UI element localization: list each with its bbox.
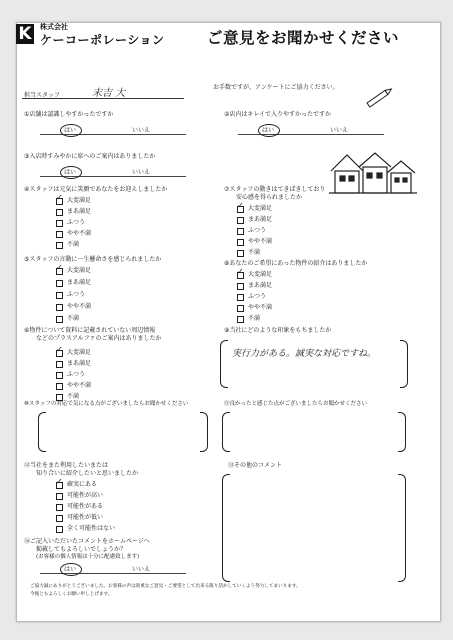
q4-option-3: やや不満 — [67, 230, 92, 237]
q6-option-1: まあ満足 — [67, 360, 92, 367]
q10-text: ⑩スタッフの対応で気になる点がございましたらお聞かせください — [24, 401, 189, 407]
company-type: 株式会社 — [40, 23, 68, 31]
q6-option-4: 不満 — [67, 393, 80, 400]
q8-option-2-checkbox[interactable] — [237, 294, 244, 301]
q13-bracket-right — [398, 474, 406, 582]
q12-option-1: 可能性が高い — [67, 492, 104, 499]
q8-option-0: 大変満足 — [248, 271, 273, 278]
q5-option-1: まあ満足 — [67, 279, 92, 286]
q4-option-1-checkbox[interactable] — [56, 209, 63, 216]
company-logo: K — [16, 24, 34, 44]
q7-option-3: やや不満 — [248, 238, 273, 245]
q4-option-2: ふつう — [67, 219, 86, 226]
q3-no[interactable]: いいえ — [132, 169, 151, 176]
q7-option-4: 不満 — [248, 249, 261, 256]
q5-option-4: 不満 — [67, 315, 80, 322]
q3-text: ③入店時すみやかに席へのご案内はありましたか — [24, 153, 156, 160]
q7-option-1-checkbox[interactable] — [237, 217, 244, 224]
q1-yes[interactable]: はい — [64, 127, 77, 134]
q5-option-3: やや不満 — [67, 303, 92, 310]
q7-option-2-checkbox[interactable] — [237, 228, 244, 235]
q7-text-2: 安心感を得られましたか — [236, 194, 303, 201]
q6-text-2: などのプラスアルファのご案内はありましたか — [36, 335, 162, 342]
q1-no[interactable]: いいえ — [132, 127, 151, 134]
q8-check-mark: ✓ — [237, 267, 244, 276]
q11-text: ⑪良かったと感じた点がございましたらお聞かせください — [224, 401, 368, 407]
q7-option-4-checkbox[interactable] — [237, 250, 244, 257]
q6-option-2-checkbox[interactable] — [56, 372, 63, 379]
q5-option-2-checkbox[interactable] — [56, 292, 63, 299]
page-title: ご意見をお聞かせください — [207, 29, 400, 47]
q13-bracket-left — [222, 474, 230, 582]
q4-option-3-checkbox[interactable] — [56, 231, 63, 238]
q1-text: ①店舗は認識しやすかったですか — [24, 111, 114, 118]
footer-line-1: ご協力誠にありがとうございました。お客様の声は貴重なご意見・ご要望として出来る限り活かしていくよう努力してまいります。 — [30, 584, 301, 589]
q4-option-4-checkbox[interactable] — [56, 242, 63, 249]
q14-no[interactable]: いいえ — [132, 566, 151, 573]
q3-yes[interactable]: はい — [64, 169, 77, 176]
q8-option-3-checkbox[interactable] — [237, 305, 244, 312]
q14-text-1: ⑭ご記入いただいたコメントをホームページへ — [24, 538, 150, 545]
q4-option-4: 不満 — [67, 241, 80, 248]
company-name: ケーコーポレーション — [40, 33, 165, 47]
q7-option-2: ふつう — [248, 227, 267, 234]
footer-line-2: 今後ともよろしくお願い申し上げます。 — [30, 592, 113, 597]
q5-option-4-checkbox[interactable] — [56, 316, 63, 323]
q4-option-1: まあ満足 — [67, 208, 92, 215]
staff-underline — [22, 98, 184, 99]
q12-option-1-checkbox[interactable] — [56, 493, 63, 500]
q9-bracket-right — [400, 340, 408, 388]
q5-option-0: 大変満足 — [67, 267, 92, 274]
q2-yes[interactable]: はい — [262, 127, 275, 134]
q12-option-4-checkbox[interactable] — [56, 526, 63, 533]
q2-text: ②店内はキレイで入りやすかったですか — [224, 111, 332, 118]
q5-option-3-checkbox[interactable] — [56, 304, 63, 311]
q4-option-2-checkbox[interactable] — [56, 220, 63, 227]
q6-option-1-checkbox[interactable] — [56, 361, 63, 368]
q6-option-3-checkbox[interactable] — [56, 383, 63, 390]
staff-name: 末吉 大 — [92, 88, 126, 99]
q8-text: ⑧あなたのご希望にあった物件の紹介はありましたか — [224, 260, 368, 267]
q12-option-0: 確実にある — [67, 481, 98, 488]
q2-no[interactable]: いいえ — [330, 127, 349, 134]
q11-bracket-left — [222, 412, 230, 452]
q8-option-1-checkbox[interactable] — [237, 283, 244, 290]
q14-yes[interactable]: はい — [64, 566, 77, 573]
q7-check-mark: ✓ — [237, 201, 244, 210]
q12-option-3-checkbox[interactable] — [56, 515, 63, 522]
q5-option-1-checkbox[interactable] — [56, 280, 63, 287]
q8-option-1: まあ満足 — [248, 282, 273, 289]
q6-option-3: やや不満 — [67, 382, 92, 389]
q5-option-2: ふつう — [67, 291, 86, 298]
q4-text: ④スタッフは元気に笑顔であなたをお迎えしましたか — [24, 186, 168, 193]
q5-text: ⑤スタッフの言動に一生懸命さを感じられましたか — [24, 256, 162, 263]
q12-check-mark: ✓ — [56, 477, 63, 486]
q5-check-mark: ✓ — [56, 263, 63, 272]
q14-text-2: 掲載してもよろしいでしょうか？ — [36, 546, 127, 553]
q10-bracket-left — [38, 412, 46, 452]
q10-bracket-right — [200, 412, 208, 452]
q6-text-1: ⑥物件について資料に記載されていない周辺情報 — [24, 327, 156, 334]
q4-check-mark: ✓ — [56, 193, 63, 202]
q6-option-0: 大変満足 — [67, 349, 92, 356]
q6-option-2: ふつう — [67, 371, 86, 378]
q4-option-0: 大変満足 — [67, 197, 92, 204]
q8-option-4: 不満 — [248, 315, 261, 322]
q12-option-2: 可能性がある — [67, 503, 104, 510]
q12-option-4: 全く可能性はない — [67, 525, 116, 532]
request-text: お手数ですが、アンケートにご協力ください。 — [213, 84, 339, 91]
q7-text-1: ⑦スタッフの動きはてきぱきしており — [224, 186, 326, 193]
q12-option-3: 可能性が低い — [67, 514, 104, 521]
q12-text-1: ⑫当社をまた利用したいまたは — [24, 462, 109, 469]
q12-text-2: 知り合いに紹介したいと思いましたか — [36, 470, 139, 477]
q9-answer[interactable]: 実行力がある。誠実な対応ですね。 — [232, 349, 377, 359]
staff-label: 担当スタッフ — [24, 92, 61, 99]
q11-bracket-right — [398, 412, 406, 452]
q13-text: ⑬その他のコメント — [228, 462, 283, 469]
q9-bracket-left — [220, 340, 228, 388]
q9-text: ⑨当社にどのような印象をもちましたか — [224, 327, 332, 334]
q12-option-2-checkbox[interactable] — [56, 504, 63, 511]
q7-option-1: まあ満足 — [248, 216, 273, 223]
q7-option-3-checkbox[interactable] — [237, 239, 244, 246]
q6-option-4-checkbox[interactable] — [56, 394, 63, 401]
q8-option-4-checkbox[interactable] — [237, 316, 244, 323]
q7-option-0: 大変満足 — [248, 205, 273, 212]
q8-option-3: やや不満 — [248, 304, 273, 311]
q6-check-mark: ✓ — [56, 345, 63, 354]
q14-text-3: (お客様の個人情報は十分に配慮致します) — [36, 554, 140, 560]
q8-option-2: ふつう — [248, 293, 267, 300]
